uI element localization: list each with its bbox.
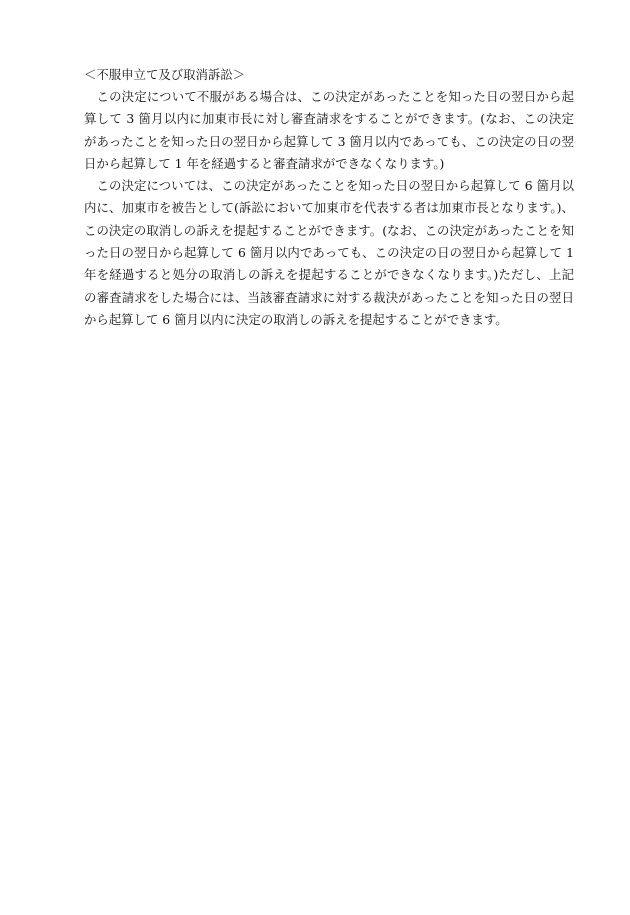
appeal-notice-section	[84, 64, 574, 331]
revocation-suit-paragraph: この決定については、この決定があったことを知った日の翌日から起算して 6 箇月以内に、加東市を被告として(訴訟において加東市を代表する者は加東市長となります。)、この決定の取消しの訴えを提起することができます。(なお、この決定があったことを知った日の翌日から起算して 6 箇月以内であっても、この決定の日の翌日から起算して 1 年を経過すると処分の取消しの訴えを提起することができなくなります。)ただし、上記の審査請求をした場合には、当該審査請求に対する裁決があったことを知った日の翌日から起算して 6 箇月以内に決定の取消しの訴えを提起することができます。	[84, 178, 574, 327]
review-request-paragraph: この決定について不服がある場合は、この決定があったことを知った日の翌日から起算して 3 箇月以内に加東市長に対し審査請求をすることができます。(なお、この決定があったことを知った日の翌日から起算して 3 箇月以内であっても、この決定の日の翌日から起算して 1 年を経過すると審査請求ができなくなります。)	[84, 89, 574, 171]
section-heading: ＜不服申立て及び取消訴訟＞	[84, 67, 246, 82]
